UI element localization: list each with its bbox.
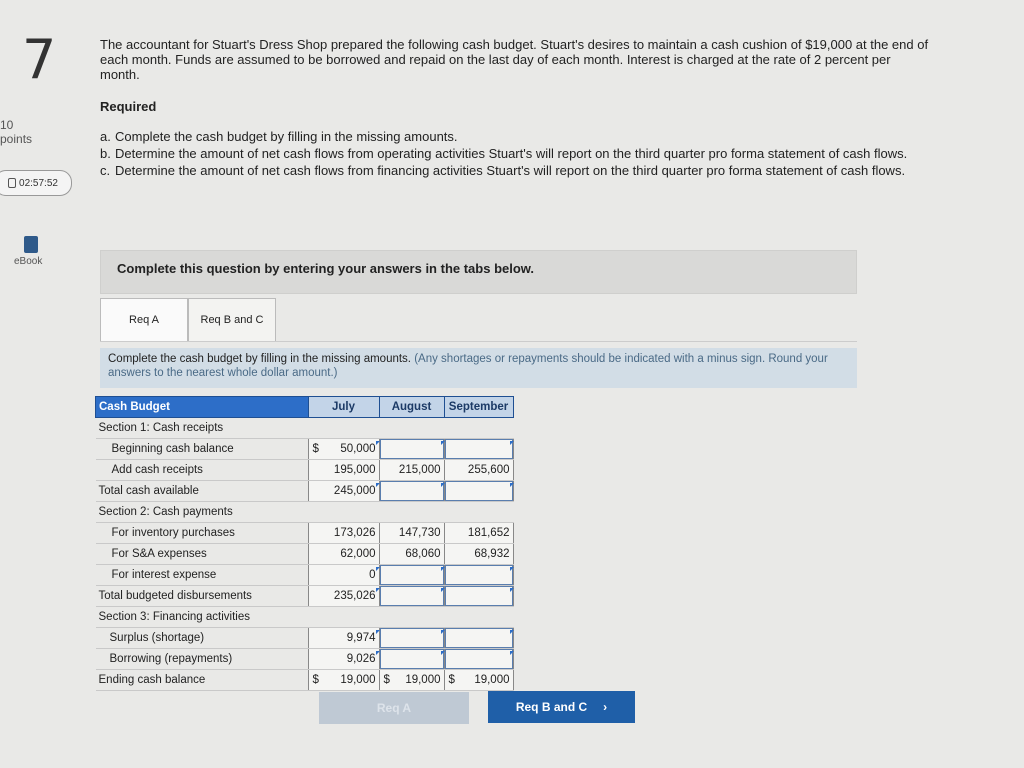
- amount-value: 62,000: [340, 548, 376, 560]
- amount-input[interactable]: [444, 628, 513, 649]
- required-title: Required: [100, 99, 157, 114]
- cell-flag-icon: [510, 588, 514, 592]
- requirement-letter: b.: [100, 146, 111, 161]
- amount-value: 68,932: [474, 548, 510, 560]
- amount-cell: [379, 670, 444, 691]
- instructions-banner: Complete this question by entering your answers in the tabs below.: [100, 250, 857, 294]
- amount-cell: [308, 418, 379, 439]
- table-header-row: [96, 397, 514, 418]
- amount-cell: [444, 523, 513, 544]
- amount-value: 19,000: [474, 674, 510, 686]
- timer-badge: [0, 170, 72, 196]
- ebook-link[interactable]: eBook: [14, 256, 43, 267]
- amount-cell: [444, 460, 513, 481]
- cell-flag-icon: [510, 630, 514, 634]
- amount-cell: [308, 502, 379, 523]
- table-row: [96, 544, 514, 565]
- next-button-label: Req B and C: [515, 700, 588, 714]
- amount-value: 235,026: [333, 590, 376, 602]
- next-req-b-and-c-button[interactable]: [488, 691, 635, 723]
- table-row: [96, 607, 514, 628]
- amount-cell: [444, 607, 513, 628]
- amount-value: 173,026: [333, 527, 376, 539]
- hourglass-icon: [8, 178, 16, 188]
- row-label: Section 1: Cash receipts: [96, 418, 309, 439]
- requirement-b: [100, 146, 930, 161]
- amount-value: 255,600: [467, 464, 510, 476]
- table-row: [96, 439, 514, 460]
- points-label: [0, 118, 32, 146]
- row-label: Surplus (shortage): [96, 628, 309, 649]
- amount-value: 195,000: [333, 464, 376, 476]
- question-prompt: The accountant for Stuart's Dress Shop prepared the following cash budget. Stuart's desires to maintain a cash cushion of $19,000 at the end of each month. Funds are assumed to be borrowed and repaid on the last day of each month. Interest is charged at the rate of 2 percent per month.: [100, 37, 929, 82]
- amount-value: 9,026: [346, 653, 376, 665]
- amount-cell: [379, 607, 444, 628]
- amount-input[interactable]: [444, 439, 513, 460]
- requirement-a: [100, 129, 930, 144]
- table-row: [96, 586, 514, 607]
- amount-value: 68,060: [405, 548, 441, 560]
- cell-flag-icon: [510, 567, 514, 571]
- row-label: Section 2: Cash payments: [96, 502, 309, 523]
- requirement-text: Complete the cash budget by filling in the missing amounts.: [115, 129, 458, 144]
- amount-value: 19,000: [340, 674, 376, 686]
- instruction-main: Complete the cash budget by filling in the missing amounts.: [108, 353, 411, 365]
- table-row: [96, 460, 514, 481]
- cell-flag-icon: [510, 651, 514, 655]
- amount-cell: [308, 670, 379, 691]
- amount-cell: [308, 544, 379, 565]
- amount-cell: [308, 481, 379, 502]
- tabs-divider: [100, 341, 857, 342]
- row-label: Total budgeted disbursements: [96, 586, 309, 607]
- amount-cell: [379, 460, 444, 481]
- requirement-letter: a.: [100, 129, 111, 144]
- table-row: [96, 670, 514, 691]
- amount-cell: [444, 418, 513, 439]
- amount-value: 181,652: [467, 527, 510, 539]
- table-row: [96, 418, 514, 439]
- amount-input[interactable]: [444, 586, 513, 607]
- row-label: Ending cash balance: [96, 670, 309, 691]
- amount-cell: [444, 670, 513, 691]
- amount-input[interactable]: [379, 439, 444, 460]
- amount-cell: [444, 544, 513, 565]
- requirement-c: [100, 163, 930, 178]
- amount-value: 9,974: [346, 632, 376, 644]
- amount-input[interactable]: [444, 565, 513, 586]
- header-august: August: [379, 397, 444, 418]
- row-label: For inventory purchases: [96, 523, 309, 544]
- amount-cell: [379, 418, 444, 439]
- amount-value: 19,000: [405, 674, 441, 686]
- amount-value: 0: [369, 569, 376, 581]
- tab-req-a[interactable]: Req A: [100, 298, 188, 342]
- row-label: Borrowing (repayments): [96, 649, 309, 670]
- amount-cell: [308, 607, 379, 628]
- table-row: [96, 481, 514, 502]
- amount-cell: [308, 586, 379, 607]
- table-row: [96, 565, 514, 586]
- header-september: September: [444, 397, 513, 418]
- currency-symbol: $: [312, 674, 319, 686]
- amount-value: 245,000: [333, 485, 376, 497]
- req-a-instructions: [100, 348, 857, 388]
- table-row: [96, 523, 514, 544]
- amount-input[interactable]: [379, 586, 444, 607]
- tab-bar: [100, 298, 276, 342]
- amount-input[interactable]: [379, 649, 444, 670]
- table-row: [96, 628, 514, 649]
- prev-req-a-button: Req A: [319, 692, 469, 724]
- cell-flag-icon: [510, 441, 514, 445]
- amount-cell: [444, 502, 513, 523]
- points-text: points: [0, 132, 33, 146]
- amount-value: 147,730: [398, 527, 441, 539]
- amount-cell: [308, 565, 379, 586]
- amount-cell: [308, 523, 379, 544]
- currency-symbol: $: [312, 443, 319, 455]
- row-label: For S&A expenses: [96, 544, 309, 565]
- timer-value: 02:57:52: [19, 177, 58, 189]
- amount-cell: [308, 439, 379, 460]
- cell-flag-icon: [510, 483, 514, 487]
- ebook-icon[interactable]: [24, 236, 38, 253]
- requirement-text: Determine the amount of net cash flows from financing activities Stuart's will report on the third quarter pro forma statement of cash flows.: [115, 163, 906, 178]
- points-value: 10: [0, 118, 14, 132]
- row-label: Section 3: Financing activities: [96, 607, 309, 628]
- row-label: Beginning cash balance: [96, 439, 309, 460]
- amount-value: 50,000: [340, 443, 376, 455]
- row-label: For interest expense: [96, 565, 309, 586]
- amount-input[interactable]: [379, 481, 444, 502]
- amount-value: 215,000: [398, 464, 441, 476]
- requirements-list: [100, 129, 930, 180]
- amount-cell: [308, 649, 379, 670]
- amount-cell: [308, 628, 379, 649]
- amount-input[interactable]: [379, 565, 444, 586]
- amount-cell: [379, 544, 444, 565]
- table-row: [96, 502, 514, 523]
- header-cash-budget: Cash Budget: [96, 397, 309, 418]
- currency-symbol: $: [448, 674, 455, 686]
- question-number: 7: [22, 28, 57, 91]
- amount-cell: [308, 460, 379, 481]
- requirement-text: Determine the amount of net cash flows from operating activities Stuart's will report on the third quarter pro forma statement of cash flows.: [115, 146, 908, 161]
- header-july: July: [308, 397, 379, 418]
- row-label: Add cash receipts: [96, 460, 309, 481]
- chevron-right-icon: ›: [603, 700, 608, 714]
- amount-cell: [379, 502, 444, 523]
- requirement-letter: c.: [100, 163, 111, 178]
- currency-symbol: $: [383, 674, 390, 686]
- amount-input[interactable]: [379, 628, 444, 649]
- instruction-note: (Any shortages or repayments should be indicated with a minus sign. Round your answers to the nearest whole dollar amount.): [108, 353, 828, 379]
- amount-input[interactable]: [444, 649, 513, 670]
- tab-req-b-and-c[interactable]: Req B and C: [188, 298, 276, 342]
- row-label: Total cash available: [96, 481, 309, 502]
- cash-budget-table: [95, 396, 514, 691]
- table-row: [96, 649, 514, 670]
- amount-cell: [379, 523, 444, 544]
- amount-input[interactable]: [444, 481, 513, 502]
